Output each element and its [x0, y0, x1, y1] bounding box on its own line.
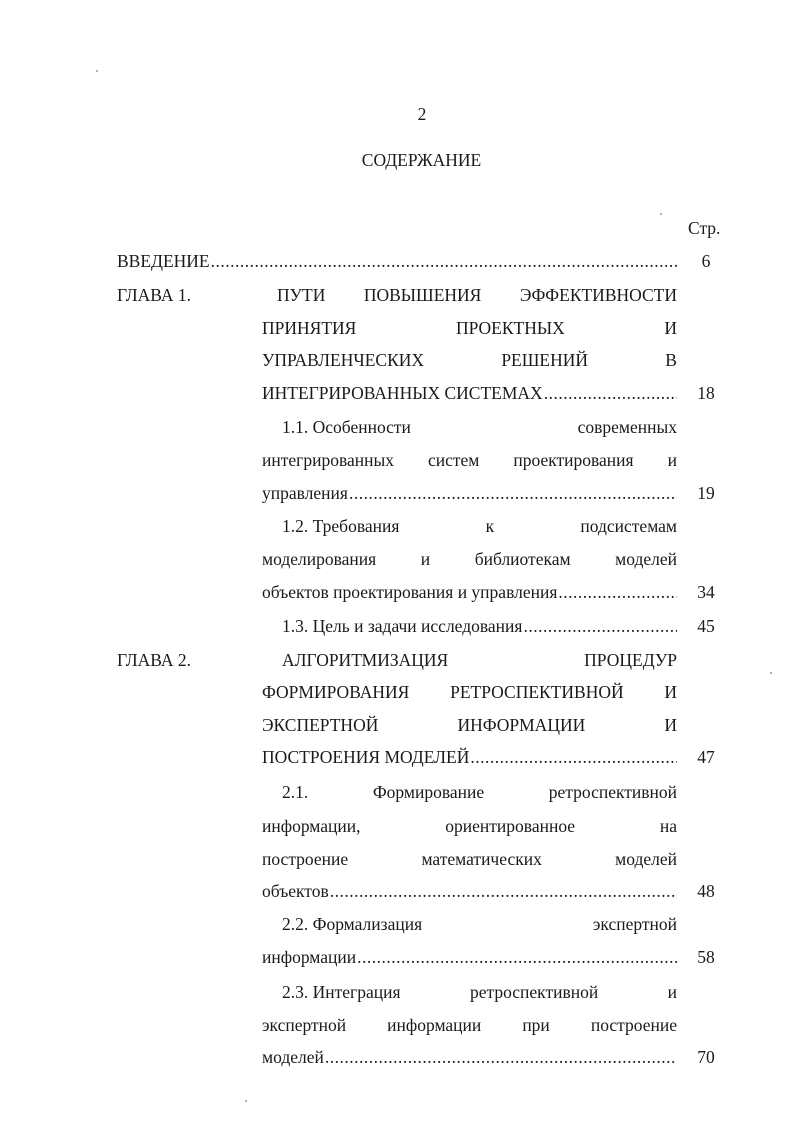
page-number: 2 — [417, 104, 427, 124]
chapter-title-line: УПРАВЛЕНЧЕСКИХ РЕШЕНИЙ В — [262, 350, 677, 370]
dot-leader — [357, 947, 677, 967]
section-title-line: моделирования и библиотекам моделей — [262, 549, 677, 569]
entry-page: 58 — [697, 947, 715, 967]
section-title-line: объектов проектирования и управления ..... — [262, 582, 677, 602]
section-title-line: управления ..... — [262, 483, 677, 503]
chapter-title-line: ПУТИ ПОВЫШЕНИЯ ЭФФЕКТИВНОСТИ — [277, 285, 677, 305]
dot-leader — [470, 747, 677, 767]
entry-page: 18 — [697, 383, 715, 403]
section-title-line: объектов ..... — [262, 881, 677, 901]
dot-leader — [558, 582, 677, 602]
dot-leader — [349, 483, 677, 503]
scan-speck — [245, 1100, 247, 1102]
toc-entry-intro — [117, 251, 677, 271]
chapter-title-line: ПРИНЯТИЯ ПРОЕКТНЫХ И — [262, 318, 677, 338]
section-title-line: информации, ориентированное на — [262, 816, 677, 836]
chapter-title-line: ПОСТРОЕНИЯ МОДЕЛЕЙ ..... — [262, 747, 677, 767]
chapter-label: ГЛАВА 1. — [117, 285, 192, 305]
section-title-line: моделей ..... — [262, 1047, 677, 1067]
dot-leader — [544, 383, 677, 403]
entry-title: ВВЕДЕНИЕ — [117, 251, 210, 271]
section-title-line: 1.2. Требования к подсистемам — [282, 516, 677, 536]
section-title-line: построение математических моделей — [262, 849, 677, 869]
entry-page: 45 — [697, 616, 715, 636]
dot-leader — [325, 1047, 677, 1067]
section-title-line: 2.2. Формализация экспертной — [282, 914, 677, 934]
entry-page: 47 — [697, 747, 715, 767]
entry-page: 6 — [701, 251, 711, 271]
toc-title: СОДЕРЖАНИЕ — [361, 150, 482, 170]
dot-leader — [523, 616, 677, 636]
dot-leader — [211, 251, 677, 271]
section-title-line: 1.3. Цель и задачи исследования ..... — [282, 616, 677, 636]
page-column-header: Стр. — [688, 218, 721, 238]
scan-speck — [96, 70, 98, 72]
scan-speck — [660, 213, 662, 215]
scan-speck — [770, 672, 772, 674]
section-title-line: 2.1. Формирование ретроспективной — [282, 782, 677, 802]
dot-leader — [330, 881, 677, 901]
chapter-title-line: ЭКСПЕРТНОЙ ИНФОРМАЦИИ И — [262, 715, 677, 735]
section-title-line: экспертной информации при построение — [262, 1015, 677, 1035]
entry-page: 34 — [697, 582, 715, 602]
section-title-line: интегрированных систем проектирования и — [262, 450, 677, 470]
entry-page: 48 — [697, 881, 715, 901]
chapter-title-line: АЛГОРИТМИЗАЦИЯ ПРОЦЕДУР — [282, 650, 677, 670]
section-title-line: 1.1. Особенности современных — [282, 417, 677, 437]
section-title-line: 2.3. Интеграция ретроспективной и — [282, 982, 677, 1002]
entry-page: 19 — [697, 483, 715, 503]
entry-page: 70 — [697, 1047, 715, 1067]
chapter-title-line: ФОРМИРОВАНИЯ РЕТРОСПЕКТИВНОЙ И — [262, 682, 677, 702]
chapter-label: ГЛАВА 2. — [117, 650, 192, 670]
chapter-title-line: ИНТЕГРИРОВАННЫХ СИСТЕМАХ ..... — [262, 383, 677, 403]
section-title-line: информации ..... — [262, 947, 677, 967]
